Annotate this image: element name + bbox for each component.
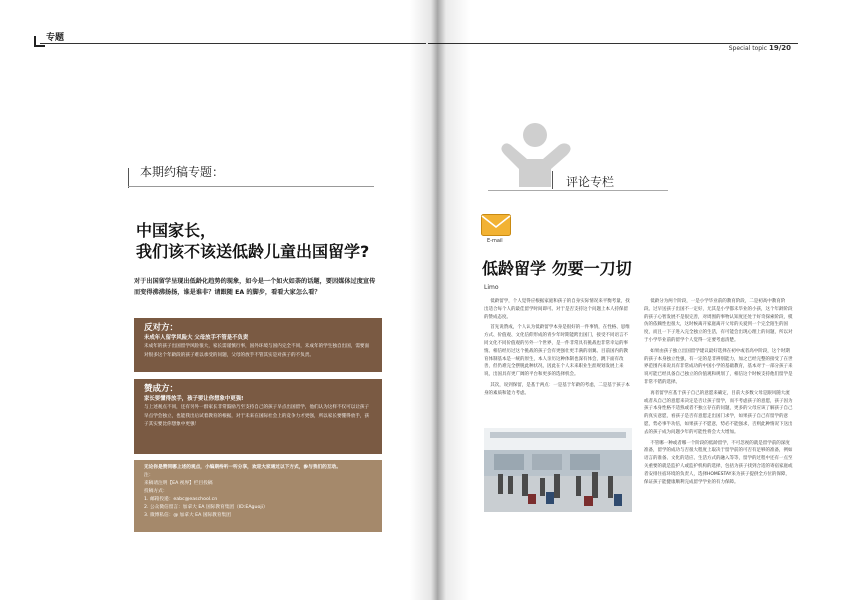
heading-rule <box>128 186 374 187</box>
support-box <box>134 379 382 454</box>
article-column-2 <box>644 298 794 489</box>
oppose-subtitle: 未成年人留学风险大 父母放手不管是不负责 <box>144 335 249 341</box>
paragraph: 其次，说到保留，是基于两点：一是基于年龄的考虑，二是基于孩子本身的素质和能力考虑。 <box>484 382 630 396</box>
paragraph: 低龄分为两个阶段，一是小学毕业前的教育阶段，二是初高中教育阶段。过早送孩子出国不一定好，尤其是小学都未毕业的小孩，这个年龄阶段的孩子心智发展不是很完善，对周围的事物认知度还处于好奇探索阶段，模仿的依赖性也很大，这时候离开家庭离开父母的关爱到一个完全陌生的国度，而且一下子进入完全独立的生活，有可能会出现心理上的问题，所以对于小学毕业前的留学个人觉得一定要考虑清楚。 <box>644 299 793 343</box>
article-title: 低龄留学 勿要一刀切 <box>482 259 632 278</box>
page-number <box>729 44 791 52</box>
support-title: 赞成方： <box>144 384 179 394</box>
column-heading-rule <box>488 190 668 191</box>
oppose-title: 反对方： <box>144 323 179 333</box>
call-wechat: 2. 公众微信留言：加拿大 EA 国际教育集团（ID:EAguoji） <box>144 505 268 510</box>
paragraph: 如果由孩子独立出国留学建议最好选择在初中或者高中阶段，这个时期的孩子本身独立性强，有一定的是非辨别能力，加之已经完整的接受了在世界范围内来说具有非常成功的中国小学的基础教育，基本对于一部分孩子来说可能已经具备自己独立的价值观和规划了，相信这个时候支持他们留学是非常不错的选择。 <box>644 348 793 385</box>
column-heading-tick <box>552 171 553 189</box>
support-text: 与上述观点不同，还有另外一群家长非常鼓励乃至支持自己的孩子早点出国留学，他们认为这样不仅可以让孩子早点学会独立，也能我出后试着教育的根据，对于未来在国际社会上的竞争力才更强，所以家长要懂得放手，孩子其实要比你想象中更强！ <box>144 405 370 428</box>
topic-heading: 本期约稿专题： <box>140 165 225 179</box>
oppose-box <box>134 318 382 372</box>
corner-mark <box>34 36 45 47</box>
person-icon <box>497 123 575 187</box>
heading-tick <box>128 168 129 188</box>
email-icon <box>481 214 511 236</box>
paragraph: 不管哪一种或者哪一个阶段的低龄留学，不可忽视的就是留学前的深度准备，留学的成功与否很大程度上取决于留学前的可否有足够的准备，例如语言的准备、文化的适应、生活方式的融入等等，留学的过程中还有一点至关重要的就是监护人或监护机构的选择，包括为孩子找到合适的寄宿家庭或者安排住宿环境的负责人，选择HOMESTAY来为孩子提供全方位的保障，保证孩子能健康顺利完成留学学业的有力保障。 <box>644 440 793 485</box>
page-numbers: 19/20 <box>768 44 791 52</box>
call-line2: 注： <box>144 473 154 478</box>
oppose-text: 未成年的孩子出国留学风险很大，家长需谨慎行事，国外环境与国内完全不同，未成年的学生独自出国，需要面对很多这个年龄段的孩子难以承受的问题，父母的放手不管其实是对孩子的不负责。 <box>144 344 370 358</box>
paragraph: 低龄留学，个人觉得应根据家庭和孩子的自身实际情况来平衡考量，找出适合每个人的最佳留学时间即可。对于是否支持这个问题上本人持保留的赞成态度。 <box>484 299 630 320</box>
call-email[interactable]: 1. 邮箱投递：eabc@easchool.cn <box>144 497 218 502</box>
column-heading: 评论专栏 <box>566 175 615 189</box>
call-line1: 无论你是赞同哪上述的观点，小编期待听一听分享，欢迎大家通过以下方式，参与我们的互动。 <box>144 465 341 470</box>
call-line4: 投稿方式： <box>144 489 168 494</box>
top-rule-left <box>40 43 426 44</box>
support-subtitle: 家长要懂得放手，孩子要让你想象中更强! <box>144 396 244 402</box>
paragraph: 再者留学应基于孩子自己的意愿来确定，目前大多数父母是跟风随大流或者从自己的意愿来决定是否让孩子留学，而不考虑孩子的意愿，孩子因为孩子本身性格不适熟或者不独立存在的问题，更多的父母应该了解孩子自己的真实意愿，看孩子是否有意愿走出国门求学，如果孩子自己有留学的意愿，势必事半功倍，如果孩子不愿意，势必不能强求，否则此种情况下送出去的孩子成为问题少年的可能性将会大大增加。 <box>644 390 793 435</box>
call-box <box>134 460 382 532</box>
main-title-line1: 中国家长， <box>136 221 217 240</box>
main-title-line2: 我们该不该送低龄儿童出国留学? <box>136 242 370 261</box>
intro-text: 对于出国留学呈现出低龄化趋势的现象，如今是一个如火如荼的话题，要因媒体过度宣传而变得沸沸扬扬，谁是谁非？请跟随 EA 的脚步，看看大家怎么看？ <box>134 278 376 296</box>
article-author: Limo <box>484 284 499 291</box>
call-weibo: 3. 微博私信：@ 加拿大 EA 国际教育集团 <box>144 513 231 518</box>
call-line3: 来稿请注明【EA 视界】栏目投稿 <box>144 481 213 486</box>
airport-photo <box>484 428 632 512</box>
page-label: Special topic <box>728 45 768 52</box>
paragraph: 首先说赞成，个人认为低龄留学本身是很好的一件事情，在性格、思维方式、价值观、文化信仰形成的青少年时期能跨出国门，接受不同语言不同文化不同价值观的另外一个世界，是一件非常具有挑战也非常幸运的事情。相信经历过这个挑战的孩子会有更强壮更丰满的羽翼。目前国内的教育体制基本是一统的原生，本人亲历这种体制也深有体会，跳下面有改善，但仍难完全摆脱此种状况，因此在个人未来职业生涯规划发展上来说，出国具有更广阔的平台和更多的选择机会。 <box>484 325 630 378</box>
email-label: E-mail <box>487 238 503 244</box>
section-tag: 专题 <box>46 33 65 43</box>
article-column-1 <box>484 298 631 401</box>
main-title <box>136 220 369 262</box>
